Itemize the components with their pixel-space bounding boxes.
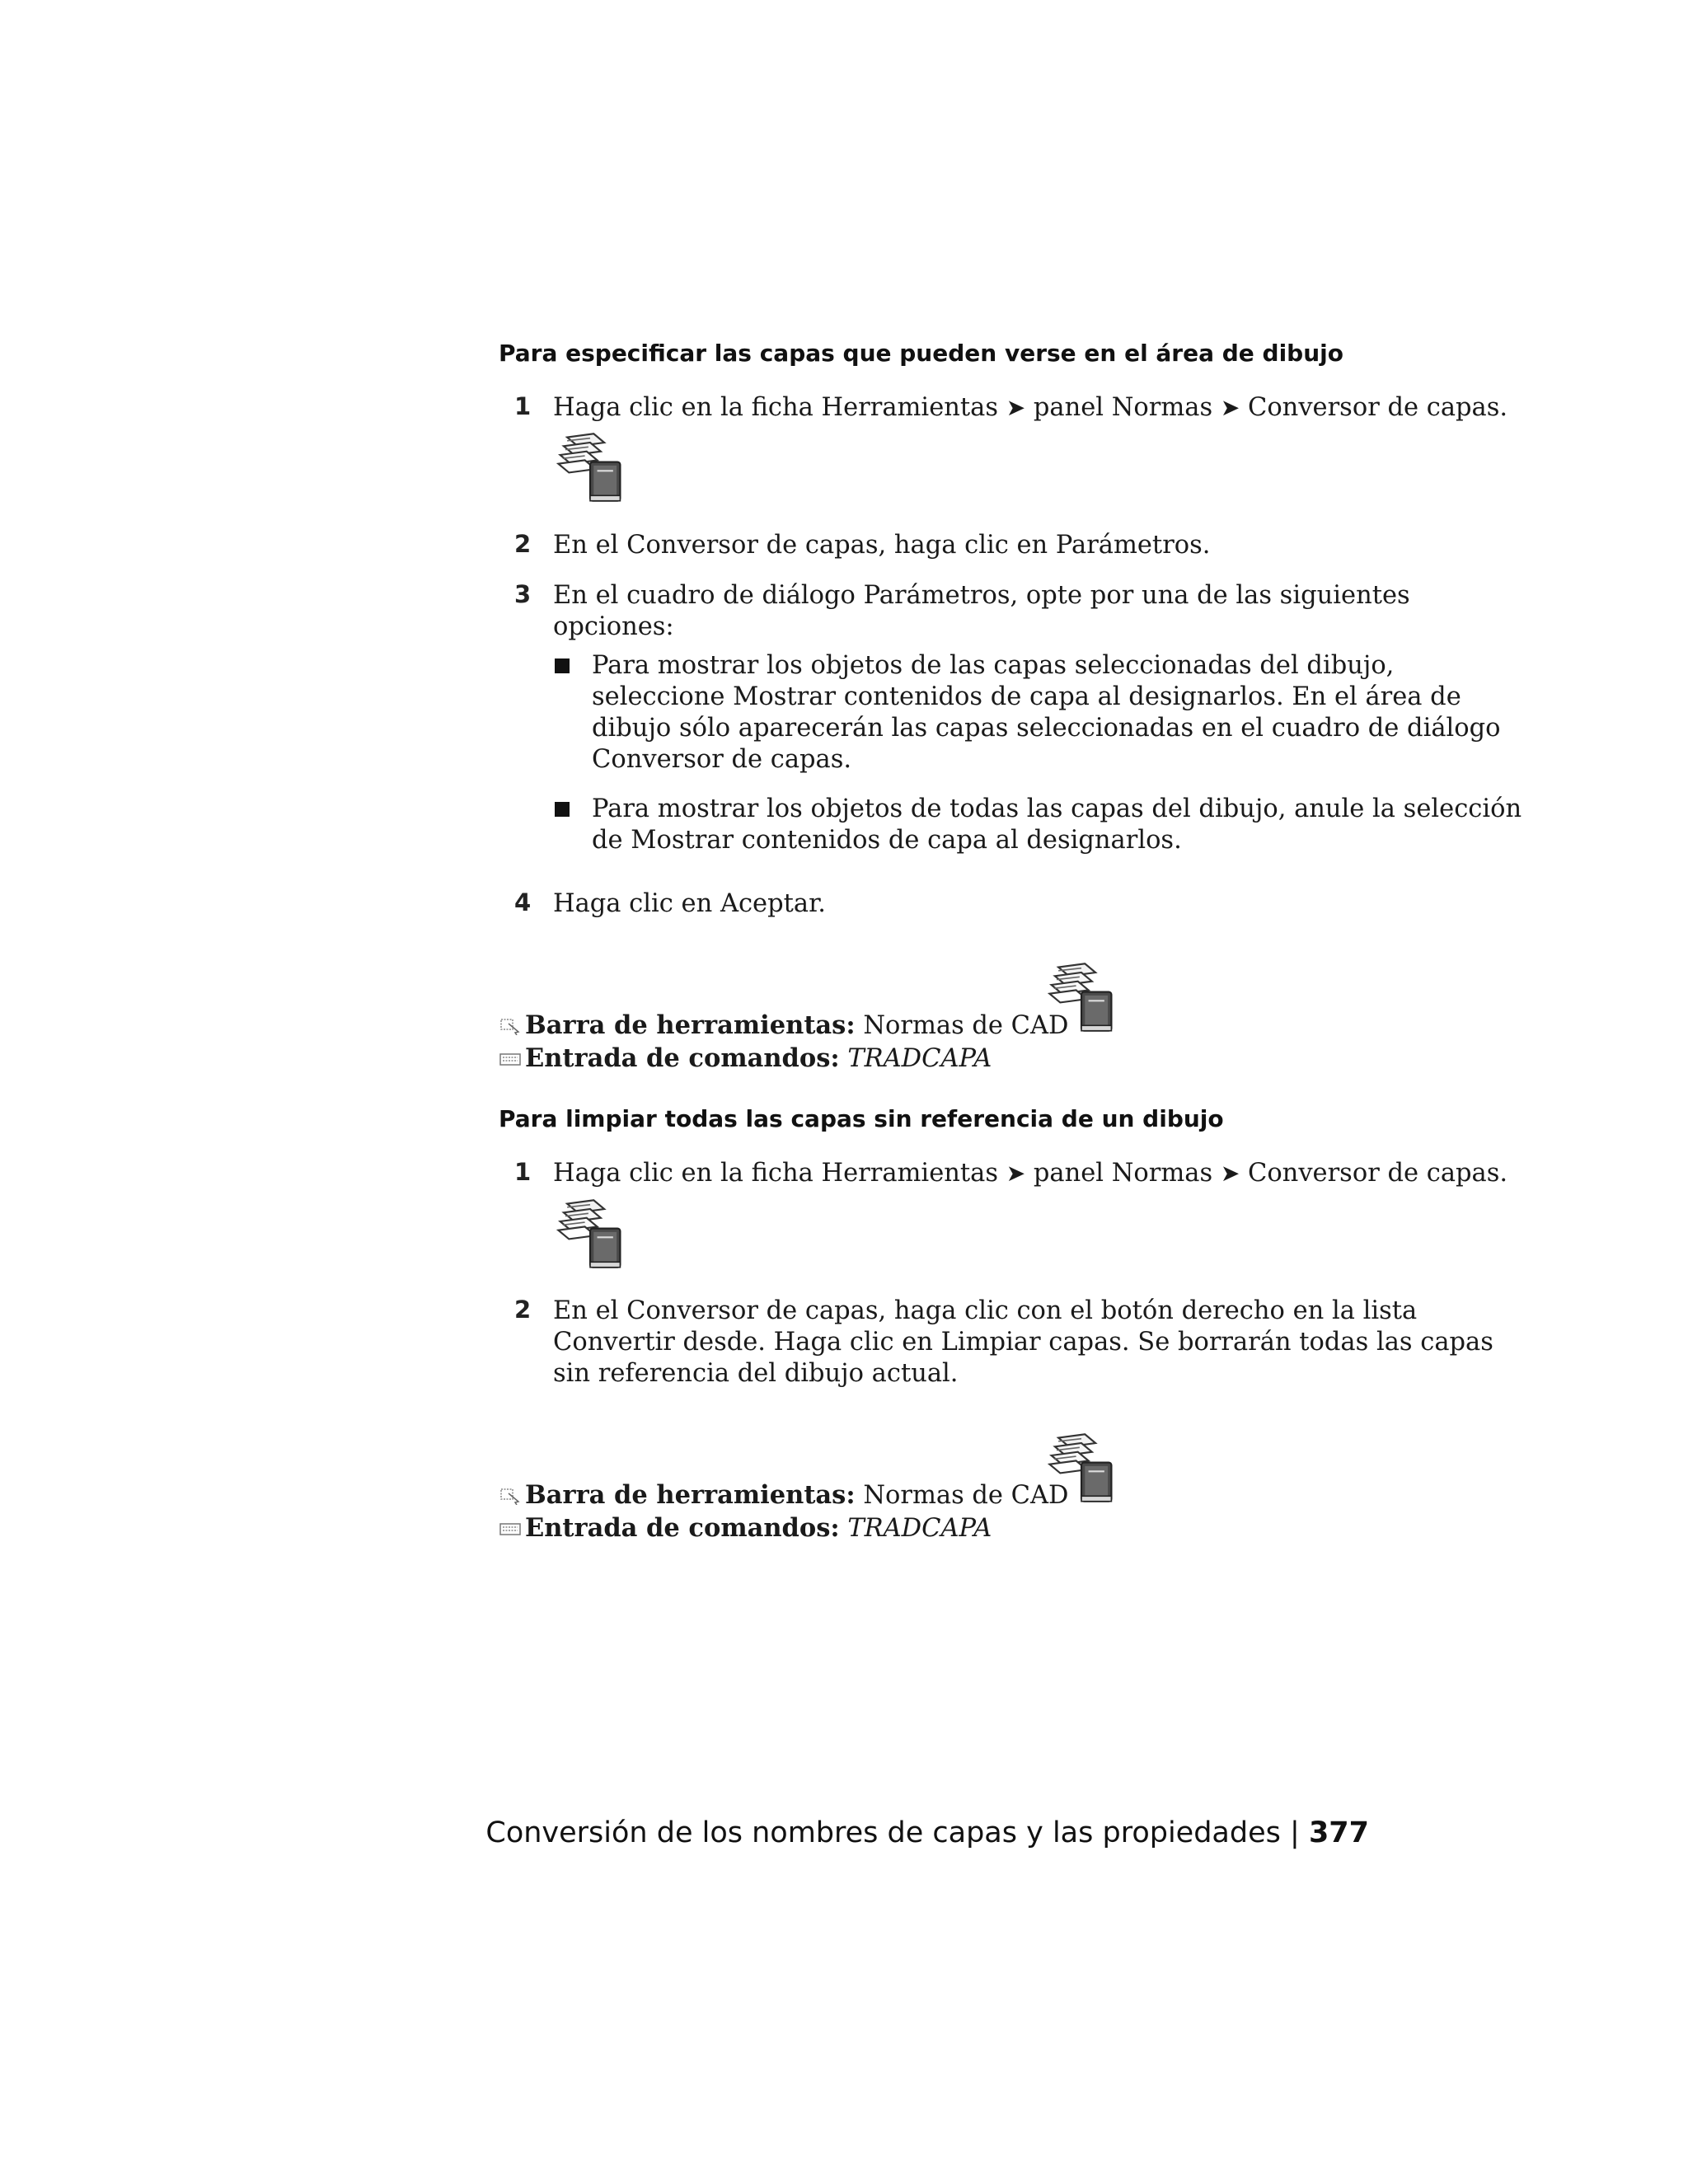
page-number: 377 [1308, 1816, 1369, 1849]
step-number: 2 [514, 1296, 532, 1324]
step-number: 1 [514, 392, 532, 420]
toolbar-value: Normas de CAD [863, 1481, 1069, 1510]
keyboard-icon [499, 1520, 522, 1538]
step-text: sin referencia del dibujo actual. [553, 1359, 959, 1388]
command-value: TRADCAPA [847, 1514, 992, 1543]
step-number: 3 [514, 580, 532, 608]
footer-separator: | [1290, 1816, 1300, 1849]
bullet-marker [555, 658, 570, 673]
keyboard-icon [499, 1050, 522, 1068]
bullet-text: Para mostrar los objetos de las capas seleccionadas del dibujo, [592, 651, 1395, 680]
step-text-part: panel Normas [1033, 393, 1213, 422]
toolbar-icon [499, 1487, 522, 1505]
bullet-text: de Mostrar contenidos de capa al designarlos. [592, 826, 1182, 855]
toolbar-label: Barra de herramientas: [525, 1010, 856, 1040]
footer-title: Conversión de los nombres de capas y las propiedades [485, 1816, 1281, 1849]
step-text-part: Haga clic en la ficha Herramientas [553, 393, 998, 422]
toolbar-line [499, 1479, 1069, 1512]
step-text: Haga clic en Aceptar. [553, 889, 826, 918]
command-line [499, 1042, 992, 1076]
step-text [553, 391, 1507, 424]
arrow-icon: ➤ [1006, 1160, 1026, 1187]
arrow-icon: ➤ [1006, 394, 1026, 421]
section-heading: Para limpiar todas las capas sin referencia de un dibujo [499, 1105, 1224, 1132]
layer-translator-icon [552, 1197, 628, 1271]
step-text-part: Conversor de capas. [1247, 1159, 1508, 1188]
toolbar-value: Normas de CAD [863, 1011, 1069, 1040]
step-text [553, 1157, 1507, 1189]
page-footer [485, 1816, 1369, 1849]
step-text-part: panel Normas [1033, 1159, 1213, 1188]
toolbar-line [499, 1009, 1069, 1043]
step-text: Convertir desde. Haga clic en Limpiar capas. Se borrarán todas las capas [553, 1328, 1493, 1357]
layer-translator-icon [552, 430, 628, 504]
step-text-part: Haga clic en la ficha Herramientas [553, 1159, 998, 1188]
step-number: 2 [514, 530, 532, 558]
step-number: 4 [514, 888, 532, 916]
step-text: En el Conversor de capas, haga clic en Parámetros. [553, 531, 1211, 560]
arrow-icon: ➤ [1220, 1160, 1240, 1187]
section-heading: Para especificar las capas que pueden verse en el área de dibujo [499, 340, 1343, 367]
command-label: Entrada de comandos: [525, 1513, 840, 1543]
bullet-text: seleccione Mostrar contenidos de capa al designarlos. En el área de [592, 682, 1461, 711]
bullet-marker [555, 802, 570, 817]
bullet-text: Para mostrar los objetos de todas las capas del dibujo, anule la selección [592, 794, 1522, 823]
toolbar-label: Barra de herramientas: [525, 1480, 856, 1510]
command-label: Entrada de comandos: [525, 1043, 840, 1073]
step-text: En el cuadro de diálogo Parámetros, opte por una de las siguientes [553, 581, 1410, 610]
bullet-text: Conversor de capas. [592, 745, 852, 774]
step-text: En el Conversor de capas, haga clic con el botón derecho en la lista [553, 1296, 1418, 1325]
arrow-icon: ➤ [1220, 394, 1240, 421]
step-text: opciones: [553, 612, 674, 641]
command-line [499, 1511, 992, 1545]
toolbar-icon [499, 1017, 522, 1035]
step-number: 1 [514, 1158, 532, 1186]
step-text-part: Conversor de capas. [1247, 393, 1508, 422]
bullet-text: dibujo sólo aparecerán las capas seleccionadas en el cuadro de diálogo [592, 714, 1501, 743]
command-value: TRADCAPA [847, 1044, 992, 1073]
